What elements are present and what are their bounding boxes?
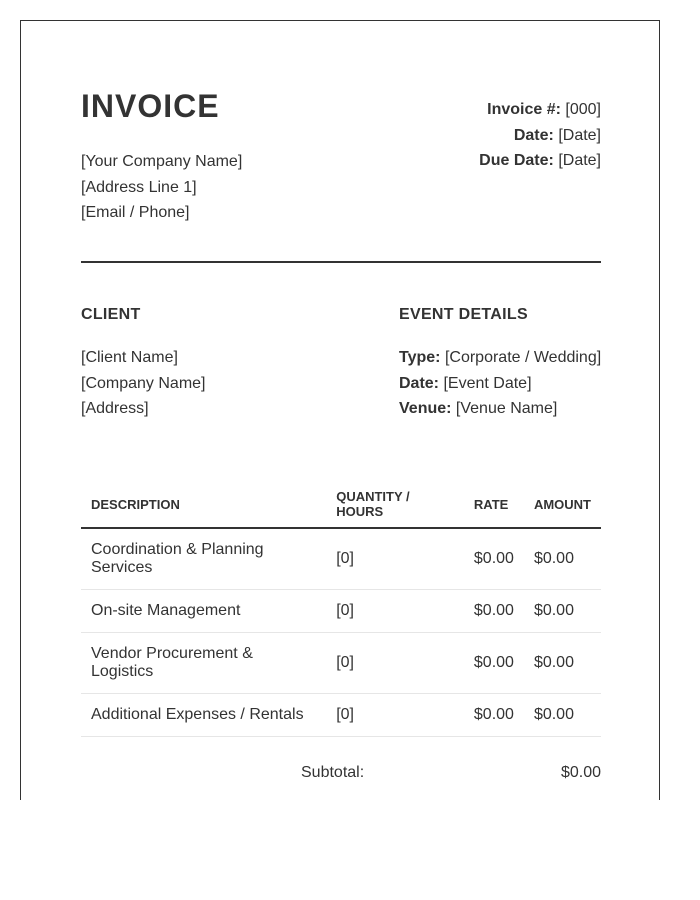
- table-header-row: [81, 481, 601, 528]
- invoice-title: INVOICE: [81, 88, 220, 124]
- event-venue-row: [399, 396, 601, 422]
- header-amount: AMOUNT: [524, 481, 601, 528]
- invoice-date-label: Date:: [513, 126, 554, 144]
- invoice-number-label: Invoice #:: [487, 101, 561, 118]
- item-quantity: [0]: [326, 694, 464, 737]
- client-heading: CLIENT: [81, 306, 141, 323]
- table-row: [81, 528, 601, 590]
- item-rate: $0.00: [464, 590, 524, 633]
- item-rate: $0.00: [464, 694, 524, 737]
- event-type-label: Type:: [399, 349, 441, 366]
- client-company: [Company Name]: [81, 374, 206, 392]
- item-amount: $0.00: [524, 694, 601, 737]
- item-description: On-site Management: [81, 590, 326, 633]
- event-venue-value: [Venue Name]: [455, 400, 558, 417]
- header-quantity: QUANTITY / HOURS: [326, 481, 464, 528]
- subtotal-value: $0.00: [560, 764, 601, 781]
- invoice-date-row: [479, 123, 601, 149]
- item-amount: $0.00: [524, 528, 601, 590]
- table-row: [81, 694, 601, 737]
- item-rate: $0.00: [464, 528, 524, 590]
- company-address: [Address Line 1]: [81, 178, 197, 196]
- subtotal-label: Subtotal:: [301, 764, 365, 781]
- client-info: [81, 345, 206, 422]
- table-row: [81, 633, 601, 694]
- event-date-row: [399, 371, 601, 397]
- invoice-page: [20, 20, 660, 800]
- item-quantity: [0]: [326, 590, 464, 633]
- company-name: [Your Company Name]: [81, 153, 243, 170]
- company-info: [81, 149, 242, 226]
- invoice-date-value: [Date]: [558, 126, 601, 144]
- event-date-value: [Event Date]: [443, 374, 532, 392]
- event-venue-label: Venue:: [399, 400, 452, 417]
- header-divider: [81, 261, 601, 263]
- event-type-value: [Corporate / Wedding]: [444, 349, 602, 366]
- due-date-value: [Date]: [558, 152, 601, 169]
- invoice-meta: [479, 97, 601, 174]
- header-rate: RATE: [464, 481, 524, 528]
- item-quantity: [0]: [326, 633, 464, 694]
- event-details-heading: EVENT DETAILS: [399, 306, 528, 323]
- table-row: [81, 590, 601, 633]
- item-description: Coordination & Planning Services: [81, 528, 326, 590]
- item-quantity: [0]: [326, 528, 464, 590]
- due-date-label: Due Date:: [479, 152, 554, 169]
- event-type-row: [399, 345, 601, 371]
- item-amount: $0.00: [524, 633, 601, 694]
- client-address: [Address]: [81, 400, 149, 417]
- item-rate: $0.00: [464, 633, 524, 694]
- invoice-number-row: [479, 97, 601, 123]
- due-date-row: [479, 148, 601, 174]
- client-name: [Client Name]: [81, 349, 178, 366]
- line-items-table: [81, 481, 601, 737]
- company-contact: [Email / Phone]: [81, 204, 190, 221]
- item-description: Additional Expenses / Rentals: [81, 694, 326, 737]
- item-description: Vendor Procurement & Logistics: [81, 633, 326, 694]
- event-info: [399, 345, 601, 422]
- event-date-label: Date:: [399, 374, 440, 392]
- invoice-number-value: [000]: [565, 101, 601, 118]
- item-amount: $0.00: [524, 590, 601, 633]
- header-description: DESCRIPTION: [81, 481, 326, 528]
